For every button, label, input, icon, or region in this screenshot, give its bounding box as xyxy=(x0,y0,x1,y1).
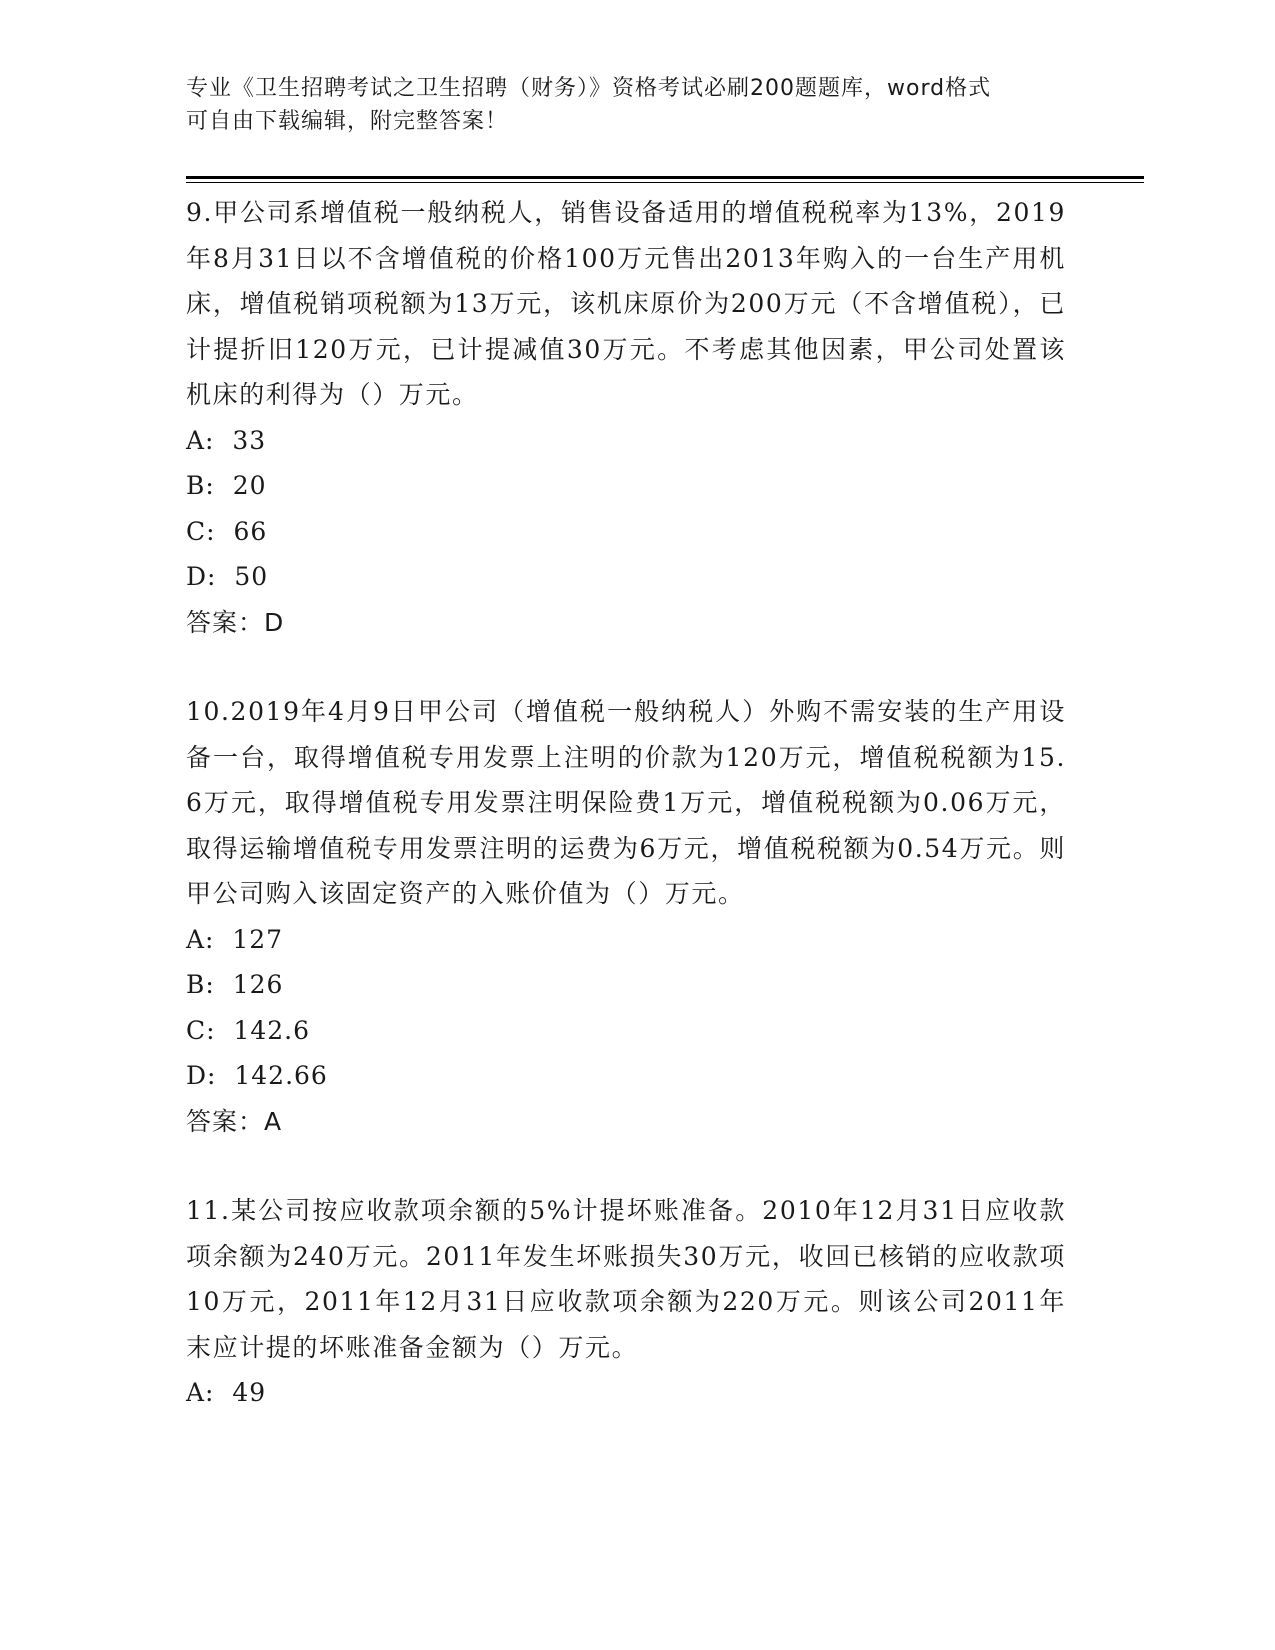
option-a: A: 33 xyxy=(186,425,267,455)
question-9 xyxy=(186,190,1066,645)
answer-label: 答案：D xyxy=(186,607,285,637)
question-11 xyxy=(186,1188,1066,1416)
option-c: C: 66 xyxy=(186,516,268,546)
question-text: 10.2019年4月9日甲公司（增值税一般纳税人）外购不需安装的生产用设备一台，取得增值税专用发票上注明的价款为120万元，增值税税额为15.6万元，取得增值税专用发票注明保险费1万元，增值税税额为0.06万元，取得运输增值税专用发票注明的运费为6万元，增值税税额为0.54万元。则甲公司购入该固定资产的入账价值为（）万元。 xyxy=(186,697,1066,908)
header-rule-thick xyxy=(186,176,1144,179)
header-rule-thin xyxy=(186,182,1144,183)
option-d: D: 142.66 xyxy=(186,1061,328,1090)
option-b: B: 20 xyxy=(186,471,267,500)
answer-label: 答案：A xyxy=(186,1106,283,1136)
question-text: 9.甲公司系增值税一般纳税人，销售设备适用的增值税税率为13%，2019年8月31日以不含增值税的价格100万元售出2013年购入的一台生产用机床，增值税销项税额为13万元，该机床原价为200万元（不含增值税），已计提折旧120万元，已计提减值30万元。不考虑其他因素，甲公司处置该机床的利得为（）万元。 xyxy=(186,198,1066,409)
header-line-1: 专业《卫生招聘考试之卫生招聘（财务）》资格考试必刷200题题库，word格式 xyxy=(186,76,992,101)
question-text: 11.某公司按应收款项余额的5%计提坏账准备。2010年12月31日应收款项余额为240万元。2011年发生坏账损失30万元，收回已核销的应收款项10万元，2011年12月31日应收款项余额为220万元。则该公司2011年末应计提的坏账准备金额为（）万元。 xyxy=(186,1196,1066,1362)
question-list xyxy=(186,190,1066,1460)
header-line-2: 可自由下载编辑，附完整答案！ xyxy=(186,109,509,134)
option-a: A: 127 xyxy=(186,924,284,954)
option-b: B: 126 xyxy=(186,970,284,999)
document-header xyxy=(186,72,1066,138)
question-10 xyxy=(186,689,1066,1144)
option-d: D: 50 xyxy=(186,562,269,591)
option-c: C: 142.6 xyxy=(186,1015,311,1045)
option-a: A: 49 xyxy=(186,1378,267,1407)
